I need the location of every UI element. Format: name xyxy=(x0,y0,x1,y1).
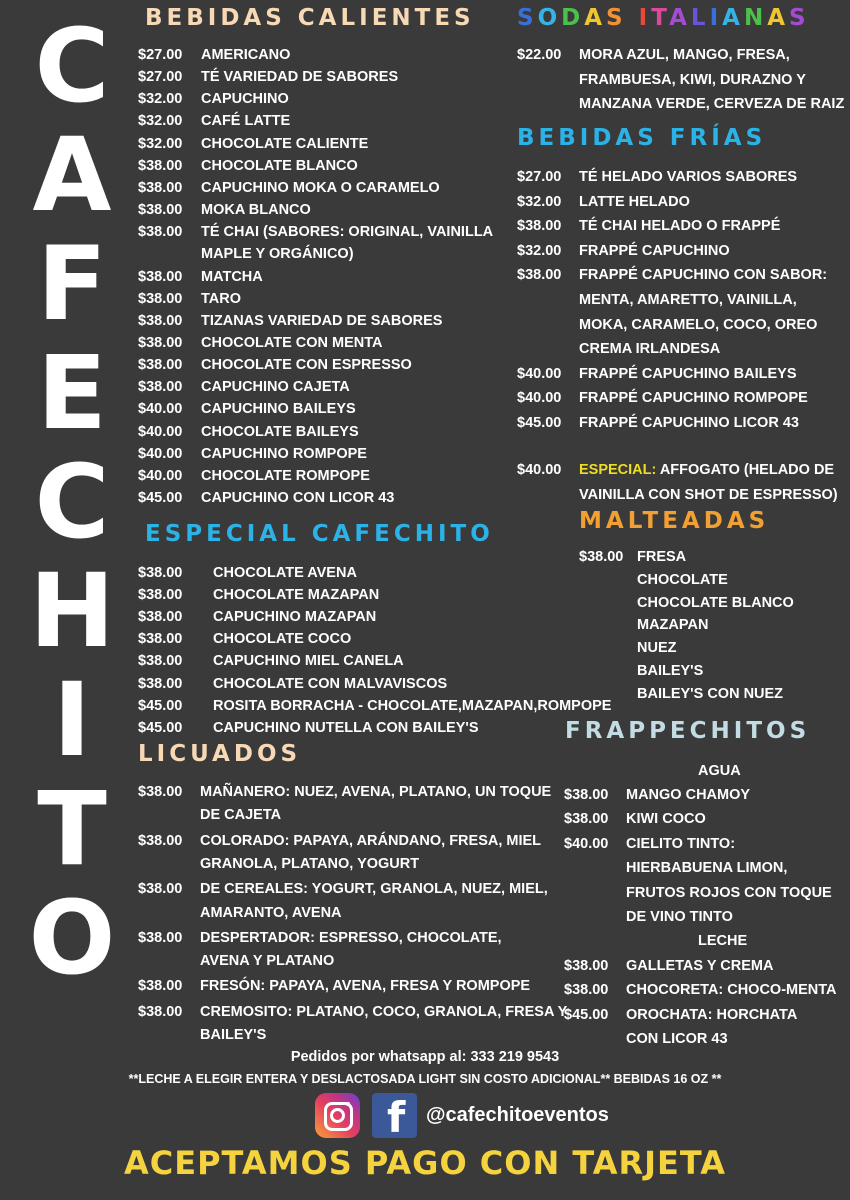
item-name: CIELITO TINTO: xyxy=(626,835,736,852)
item-name: TÉ CHAI HELADO O FRAPPÉ xyxy=(579,218,781,235)
item-name-continued: HIERBABUENA LIMON, xyxy=(626,860,788,877)
item-price: $40.00 xyxy=(517,462,562,478)
item-name: CAPUCHINO MAZAPAN xyxy=(213,609,377,626)
item-price: $38.00 xyxy=(138,379,183,396)
item-price: $38.00 xyxy=(138,357,183,374)
malteada-flavor: BAILEY'S CON NUEZ xyxy=(637,685,784,702)
payment-banner: ACEPTAMOS PAGO CON TARJETA xyxy=(123,1144,727,1182)
item-price: $38.00 xyxy=(138,1003,183,1020)
item-name: COLORADO: PAPAYA, ARÁNDANO, FRESA, MIEL xyxy=(200,832,542,849)
item-price: $45.00 xyxy=(138,697,183,714)
item-name xyxy=(579,459,834,481)
brand-letter: H xyxy=(29,552,115,671)
brand-letter: F xyxy=(37,225,107,344)
subheading-leche: LECHE xyxy=(698,933,748,949)
item-price: $32.00 xyxy=(517,193,562,210)
item-price: $38.00 xyxy=(517,267,562,284)
item-name: MAÑANERO: NUEZ, AVENA, PLATANO, UN TOQUE xyxy=(200,784,552,800)
item-name: KIWI COCO xyxy=(626,811,706,828)
item-name: OROCHATA: HORCHATA xyxy=(626,1006,798,1023)
malteada-flavor: CHOCOLATE xyxy=(637,571,728,588)
item-price: $32.00 xyxy=(138,91,183,108)
item-name: FRAPPÉ CAPUCHINO ROMPOPE xyxy=(579,390,808,407)
title-letter: L xyxy=(690,5,710,31)
item-price: $38.00 xyxy=(564,982,609,999)
item-name: FRAPPÉ CAPUCHINO BAILEYS xyxy=(579,365,797,382)
item-price: $38.00 xyxy=(138,881,183,898)
item-price: $40.00 xyxy=(138,445,183,462)
item-name-continued: DE VINO TINTO xyxy=(626,909,733,925)
item-price: $40.00 xyxy=(517,365,562,382)
item-name: DESPERTADOR: ESPRESSO, CHOCOLATE, xyxy=(200,929,502,946)
instagram-icon[interactable] xyxy=(315,1093,360,1138)
subheading-agua: AGUA xyxy=(698,763,741,779)
item-price: $38.00 xyxy=(138,202,183,219)
item-name: MOKA BLANCO xyxy=(201,202,311,219)
item-price: $27.00 xyxy=(138,47,183,63)
item-name: CHOCOLATE BAILEYS xyxy=(201,423,359,440)
item-name-continued: MAPLE Y ORGÁNICO) xyxy=(201,246,354,263)
malteada-flavor: MAZAPAN xyxy=(637,617,709,634)
item-name: CHOCOLATE BLANCO xyxy=(201,157,358,174)
item-name: ROSITA BORRACHA - CHOCOLATE,MAZAPAN,ROMPOPE xyxy=(213,697,612,714)
item-name: CREMOSITO: PLATANO, COCO, GRANOLA, FRESA Y xyxy=(200,1003,568,1020)
heading-sodas-italianas xyxy=(517,4,810,32)
item-price: $38.00 xyxy=(138,929,183,946)
title-letter: I xyxy=(709,5,723,31)
item-name: GALLETAS Y CREMA xyxy=(626,958,774,974)
title-letter: S xyxy=(789,5,810,31)
title-letter: T xyxy=(651,5,670,31)
item-name: LATTE HELADO xyxy=(579,193,690,210)
especial-label: ESPECIAL: xyxy=(579,462,657,478)
item-name: CHOCOLATE AVENA xyxy=(213,565,357,581)
item-name: DE CEREALES: YOGURT, GRANOLA, NUEZ, MIEL, xyxy=(200,881,548,898)
whatsapp-orders: Pedidos por whatsapp al: 333 219 9543 xyxy=(290,1049,560,1065)
heading-especial-cafechito: ESPECIAL CAFECHITO xyxy=(145,521,494,547)
item-name: MANZANA VERDE, CERVEZA DE RAIZ xyxy=(579,96,845,112)
item-price: $22.00 xyxy=(517,47,562,63)
heading-frappechitos: FRAPPECHITOS xyxy=(565,718,811,744)
milk-note: **LECHE A ELEGIR ENTERA Y DESLACTOSADA LIGHT SIN COSTO ADICIONAL** BEBIDAS 16 OZ ** xyxy=(128,1072,722,1086)
item-name: CHOCOLATE COCO xyxy=(213,631,352,648)
item-name: CHOCORETA: CHOCO-MENTA xyxy=(626,982,837,999)
item-price: $27.00 xyxy=(517,169,562,185)
brand-letter: C xyxy=(34,7,110,126)
item-price: $38.00 xyxy=(138,224,183,241)
item-name: FRESÓN: PAPAYA, AVENA, FRESA Y ROMPOPE xyxy=(200,978,531,995)
item-price: $38.00 xyxy=(138,978,183,995)
item-name: CHOCOLATE CON ESPRESSO xyxy=(201,357,412,374)
brand-letter: C xyxy=(34,443,110,562)
item-name: TARO xyxy=(201,290,242,307)
item-price: $40.00 xyxy=(564,835,609,852)
facebook-icon[interactable]: f xyxy=(372,1093,417,1138)
item-price: $32.00 xyxy=(138,113,183,130)
item-price: $45.00 xyxy=(138,490,183,506)
item-name: CHOCOLATE CON MENTA xyxy=(201,334,383,351)
title-letter: S xyxy=(517,5,538,31)
item-price: $40.00 xyxy=(138,423,183,440)
item-name: CHOCOLATE MAZAPAN xyxy=(213,587,380,604)
title-letter: D xyxy=(561,5,585,31)
item-price: $38.00 xyxy=(138,631,183,648)
title-letter: A xyxy=(584,5,607,31)
especial-name: AFFOGATO (HELADO DE xyxy=(656,462,835,478)
brand-letter: O xyxy=(28,879,116,998)
item-price: $38.00 xyxy=(564,811,609,828)
item-price: $45.00 xyxy=(138,719,183,736)
item-name: FRAPPÉ CAPUCHINO CON SABOR: xyxy=(579,267,828,284)
heading-bebidas-calientes: BEBIDAS CALIENTES xyxy=(145,5,475,31)
brand-letter: A xyxy=(32,116,112,235)
item-name-continued: AMARANTO, AVENA xyxy=(200,904,342,921)
item-price: $45.00 xyxy=(564,1006,609,1023)
item-name: CAPUCHINO CON LICOR 43 xyxy=(201,490,395,506)
item-name: TÉ HELADO VARIOS SABORES xyxy=(579,169,798,185)
item-price: $38.00 xyxy=(564,787,609,803)
item-name-continued: GRANOLA, PLATANO, YOGURT xyxy=(200,855,420,872)
item-price: $38.00 xyxy=(579,549,624,565)
item-price: $38.00 xyxy=(138,832,183,849)
title-letter: I xyxy=(638,5,652,31)
item-name: MATCHA xyxy=(201,268,263,285)
item-name: CHOCOLATE CALIENTE xyxy=(201,135,369,152)
malteada-flavor: FRESA xyxy=(637,549,687,565)
malteada-flavor: BAILEY'S xyxy=(637,663,704,679)
title-letter: O xyxy=(537,5,562,31)
item-name-continued: MOKA, CARAMELO, COCO, OREO xyxy=(579,316,818,333)
malteada-flavor: CHOCOLATE BLANCO xyxy=(637,594,794,611)
item-price: $32.00 xyxy=(138,135,183,152)
item-name: TÉ CHAI (SABORES: ORIGINAL, VAINILLA xyxy=(201,224,494,241)
brand-vertical-title xyxy=(22,7,122,998)
item-price: $38.00 xyxy=(138,609,183,626)
title-letter: A xyxy=(767,5,790,31)
item-price: $38.00 xyxy=(138,675,183,692)
item-name: TÉ VARIEDAD DE SABORES xyxy=(201,69,399,86)
heading-licuados: LICUADOS xyxy=(138,741,302,767)
item-price: $38.00 xyxy=(138,334,183,351)
item-price: $45.00 xyxy=(517,415,562,431)
item-name: CAFÉ LATTE xyxy=(201,113,291,130)
social-handle[interactable]: @cafechitoeventos xyxy=(426,1104,609,1126)
item-name: CAPUCHINO BAILEYS xyxy=(201,401,356,418)
item-name: CAPUCHINO MIEL CANELA xyxy=(213,653,404,670)
item-price: $40.00 xyxy=(138,467,183,484)
item-price: $38.00 xyxy=(564,958,609,974)
brand-letter: T xyxy=(37,770,107,889)
item-price: $38.00 xyxy=(138,653,183,670)
item-name: CHOCOLATE ROMPOPE xyxy=(201,467,370,484)
heading-malteadas: MALTEADAS xyxy=(579,508,770,534)
item-name: MORA AZUL, MANGO, FRESA, xyxy=(579,47,790,63)
item-name: CAPUCHINO xyxy=(201,91,289,108)
item-name-continued: MENTA, AMARETTO, VAINILLA, xyxy=(579,292,797,308)
item-price: $38.00 xyxy=(138,565,183,581)
item-name-continued: CON LICOR 43 xyxy=(626,1031,728,1048)
item-name: CHOCOLATE CON MALVAVISCOS xyxy=(213,675,448,692)
item-name: FRAMBUESA, KIWI, DURAZNO Y xyxy=(579,71,806,88)
item-name: CAPUCHINO CAJETA xyxy=(201,379,350,396)
title-letter: A xyxy=(722,5,744,31)
item-name: CAPUCHINO NUTELLA CON BAILEY'S xyxy=(213,719,479,736)
heading-bebidas-frias: BEBIDAS FRÍAS xyxy=(517,125,767,151)
title-letter xyxy=(627,5,639,31)
item-price: $32.00 xyxy=(517,242,562,259)
item-name: CAPUCHINO MOKA O CARAMELO xyxy=(201,179,440,196)
item-name-continued: BAILEY'S xyxy=(200,1027,267,1043)
item-price: $38.00 xyxy=(138,157,183,174)
item-price: $27.00 xyxy=(138,69,183,86)
item-price: $38.00 xyxy=(138,268,183,285)
item-name-continued: DE CAJETA xyxy=(200,807,282,824)
title-letter: N xyxy=(743,5,768,31)
item-name-continued: FRUTOS ROJOS CON TOQUE xyxy=(626,884,832,901)
item-price: $38.00 xyxy=(517,218,562,235)
item-name: AMERICANO xyxy=(201,47,291,63)
item-name-continued: VAINILLA CON SHOT DE ESPRESSO) xyxy=(579,487,838,503)
item-price: $38.00 xyxy=(138,312,183,329)
item-name: CAPUCHINO ROMPOPE xyxy=(201,445,367,462)
item-price: $38.00 xyxy=(138,290,183,307)
item-name-continued: CREMA IRLANDESA xyxy=(579,341,721,358)
title-letter: A xyxy=(669,5,691,31)
brand-letter: E xyxy=(37,334,107,453)
title-letter: S xyxy=(606,5,627,31)
item-price: $40.00 xyxy=(138,401,183,418)
item-name: TIZANAS VARIEDAD DE SABORES xyxy=(201,312,443,329)
malteada-flavor: NUEZ xyxy=(637,640,677,657)
item-price: $38.00 xyxy=(138,784,183,800)
item-name: FRAPPÉ CAPUCHINO xyxy=(579,242,730,259)
item-name: FRAPPÉ CAPUCHINO LICOR 43 xyxy=(579,415,799,431)
item-price: $40.00 xyxy=(517,390,562,407)
brand-letter: I xyxy=(53,661,91,780)
item-name: MANGO CHAMOY xyxy=(626,787,751,803)
item-price: $38.00 xyxy=(138,587,183,604)
item-price: $38.00 xyxy=(138,179,183,196)
item-name-continued: AVENA Y PLATANO xyxy=(200,953,335,970)
